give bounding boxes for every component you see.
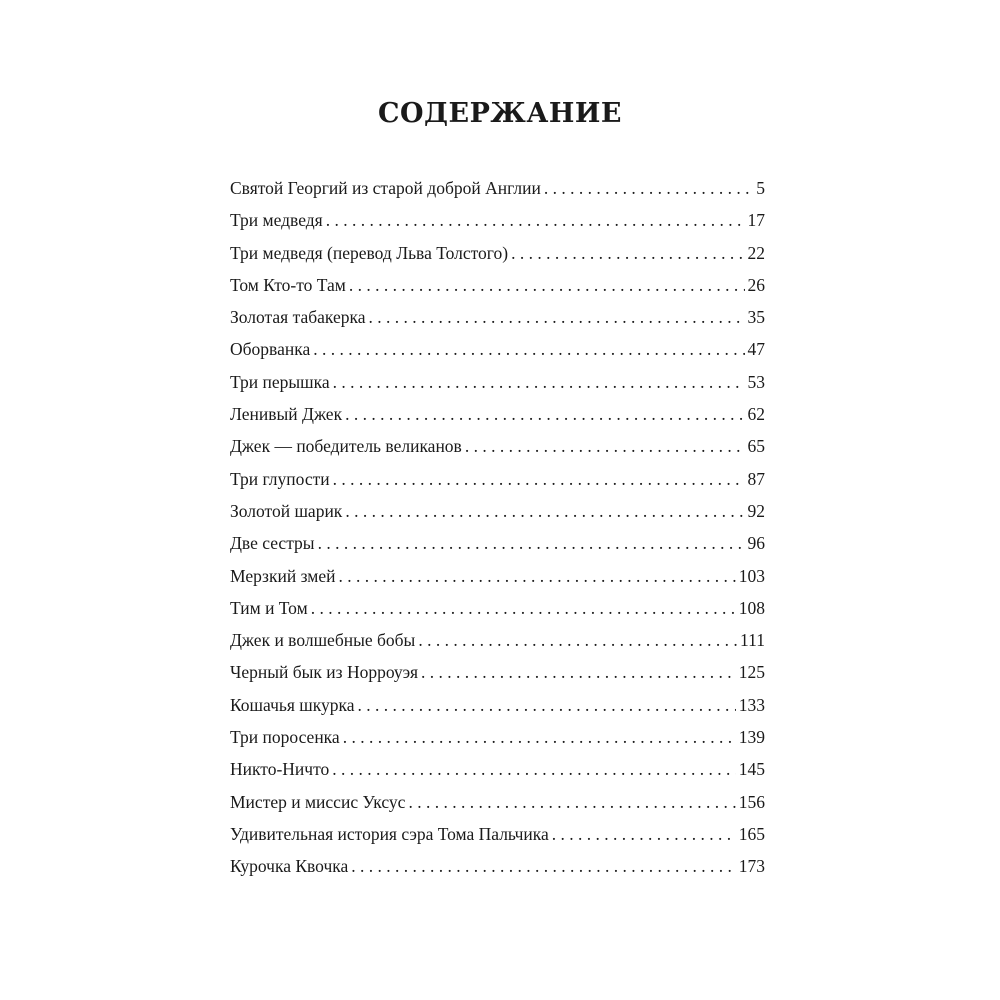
toc-entry	[230, 786, 765, 818]
toc-page-number: 17	[747, 210, 765, 231]
dot-leader	[408, 786, 735, 818]
toc-entry	[230, 172, 765, 204]
toc-entry	[230, 721, 765, 753]
table-of-contents	[230, 172, 765, 883]
toc-entry	[230, 430, 765, 462]
toc-entry	[230, 624, 765, 656]
toc-entry-title: Три медведя	[230, 210, 323, 231]
toc-entry	[230, 527, 765, 559]
toc-entry-title: Три глупости	[230, 468, 330, 489]
toc-entry-title: Золотой шарик	[230, 500, 343, 521]
toc-entry-title: Кошачья шкурка	[230, 694, 355, 715]
dot-leader	[343, 721, 736, 753]
dot-leader	[349, 269, 745, 301]
toc-entry	[230, 560, 765, 592]
toc-page-number: 173	[738, 856, 765, 877]
toc-entry-title: Святой Георгий из старой доброй Англии	[230, 178, 541, 198]
toc-page-number: 92	[747, 500, 765, 521]
toc-entry-title: Никто-Ничто	[230, 759, 330, 780]
toc-entry	[230, 463, 765, 495]
dot-leader	[511, 237, 744, 269]
toc-entry-title: Джек — победитель великанов	[230, 436, 462, 457]
dot-leader	[351, 850, 735, 882]
toc-entry-title: Золотая табакерка	[230, 307, 366, 328]
dot-leader	[333, 366, 745, 398]
toc-entry	[230, 398, 765, 430]
toc-entry-title: Удивительная история сэра Тома Пальчика	[230, 823, 549, 844]
dot-leader	[552, 818, 736, 850]
toc-page-number: 111	[740, 630, 765, 651]
toc-page-number: 133	[738, 694, 765, 715]
dot-leader	[332, 753, 736, 785]
toc-entry-title: Оборванка	[230, 339, 311, 360]
dot-leader	[368, 301, 744, 333]
dot-leader	[345, 495, 744, 527]
dot-leader	[318, 527, 745, 559]
toc-entry	[230, 656, 765, 688]
toc-entry	[230, 592, 765, 624]
toc-page-number: 62	[747, 404, 765, 425]
dot-leader	[418, 624, 737, 656]
toc-page-number: 65	[747, 436, 765, 457]
toc-page-number: 96	[747, 533, 765, 554]
toc-entry-title: Две сестры	[230, 533, 315, 554]
toc-page-number: 53	[747, 371, 765, 392]
toc-page-number: 26	[747, 274, 765, 295]
toc-page-number: 47	[747, 339, 765, 360]
toc-entry	[230, 689, 765, 721]
toc-page-number: 5	[756, 178, 765, 198]
toc-entry	[230, 366, 765, 398]
toc-entry-title: Ленивый Джек	[230, 404, 343, 425]
dot-leader	[345, 398, 744, 430]
toc-page-number: 156	[738, 791, 765, 812]
toc-entry	[230, 301, 765, 333]
toc-page-number: 103	[738, 565, 765, 586]
dot-leader	[313, 333, 744, 365]
dot-leader	[333, 463, 745, 495]
toc-page-number: 165	[738, 823, 765, 844]
dot-leader	[465, 430, 745, 462]
toc-entry-title: Курочка Квочка	[230, 856, 349, 877]
toc-page-number: 22	[747, 242, 765, 263]
toc-entry	[230, 818, 765, 850]
dot-leader	[326, 204, 745, 236]
toc-entry	[230, 753, 765, 785]
toc-page-number: 87	[747, 468, 765, 489]
page-title: СОДЕРЖАНИЕ	[378, 98, 622, 129]
toc-entry-title: Три перышка	[230, 371, 330, 392]
toc-entry	[230, 495, 765, 527]
dot-leader	[338, 560, 735, 592]
toc-entry-title: Три медведя (перевод Льва Толстого)	[230, 242, 509, 263]
toc-entry	[230, 333, 765, 365]
toc-entry-title: Том Кто-то Там	[230, 274, 346, 295]
dot-leader	[311, 592, 736, 624]
toc-entry-title: Три поросенка	[230, 727, 340, 748]
toc-page-number: 108	[738, 597, 765, 618]
toc-entry-title: Мерзкий змей	[230, 565, 336, 586]
toc-page-number: 145	[738, 759, 765, 780]
toc-entry	[230, 850, 765, 882]
toc-entry-title: Мистер и миссис Уксус	[230, 791, 406, 812]
toc-page-number: 35	[747, 307, 765, 328]
toc-entry	[230, 269, 765, 301]
toc-page-number: 125	[738, 662, 765, 683]
toc-entry	[230, 237, 765, 269]
dot-leader	[421, 656, 736, 688]
toc-entry-title: Черный бык из Норроуэя	[230, 662, 418, 683]
toc-entry-title: Джек и волшебные бобы	[230, 630, 416, 651]
toc-entry	[230, 204, 765, 236]
dot-leader	[544, 172, 753, 204]
toc-page-number: 139	[738, 727, 765, 748]
dot-leader	[358, 689, 736, 721]
toc-entry-title: Тим и Том	[230, 597, 308, 618]
